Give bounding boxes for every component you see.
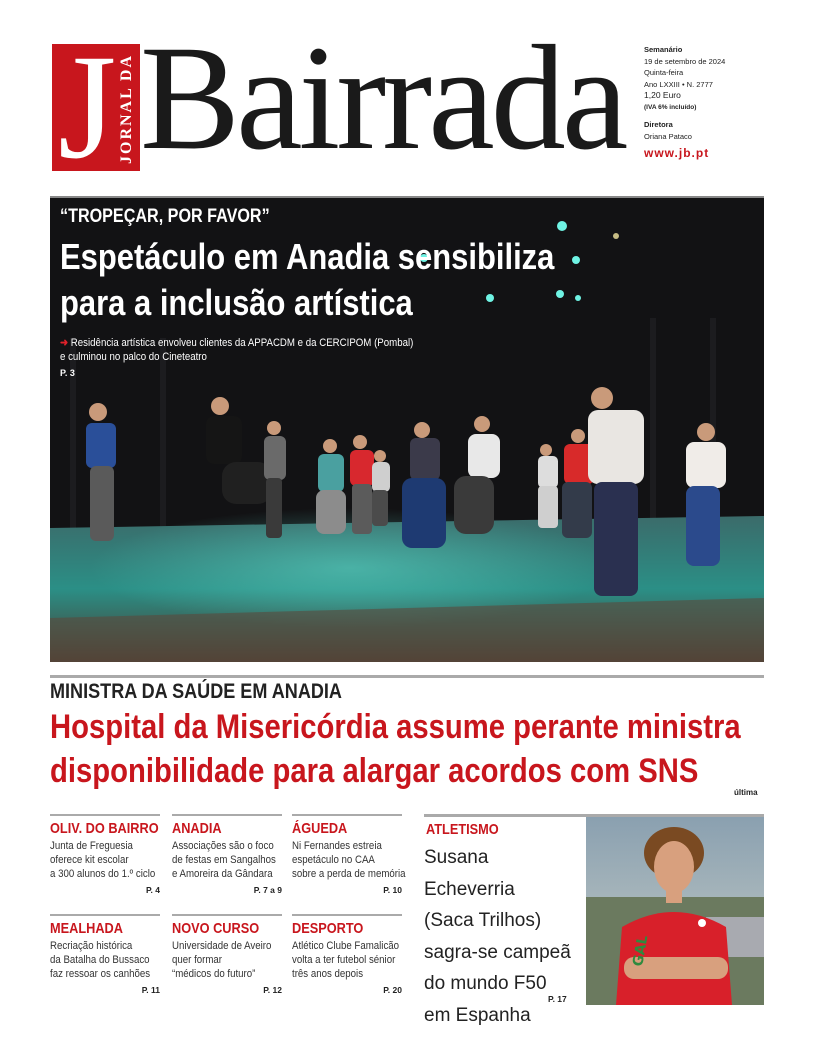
brief-rule xyxy=(292,914,402,916)
brief-item[interactable] xyxy=(50,914,160,995)
price: 1,20 Euro xyxy=(644,90,681,100)
brief-rule xyxy=(172,914,282,916)
athlete-photo xyxy=(586,817,764,1005)
brief-section: MEALHADA xyxy=(50,920,123,937)
brief-rule xyxy=(50,814,160,816)
brief-page-ref: P. 12 xyxy=(263,985,282,995)
brief-rule xyxy=(50,914,160,916)
hero-subtitle-line-2: e culminou no palco do Cineteatro xyxy=(60,351,207,363)
athletics-section: ATLETISMO xyxy=(426,821,499,838)
brief-item[interactable] xyxy=(292,914,402,995)
brief-section: DESPORTO xyxy=(292,920,364,937)
arrow-icon: ➜ xyxy=(60,337,69,349)
vat-note: (IVA 6% incluído) xyxy=(644,103,697,111)
masthead-meta xyxy=(644,44,784,160)
brief-section: ANADIA xyxy=(172,820,222,837)
weekday: Quinta-feira xyxy=(644,68,684,77)
brief-page-ref: P. 10 xyxy=(383,885,402,895)
brief-rule xyxy=(292,814,402,816)
brief-text: Junta de Freguesia oferece kit escolar a 300 alunos do 1.º ciclo xyxy=(50,840,156,880)
athletics-page-ref: P. 17 xyxy=(548,994,567,1004)
brief-page-ref: P. 7 a 9 xyxy=(253,885,282,895)
brief-section: OLIV. DO BAIRRO xyxy=(50,820,159,837)
main-headline-line-2[interactable]: disponibilidade para alargar acordos com SNS xyxy=(50,752,699,790)
brief-text: Recriação histórica da Batalha do Bussaco faz ressoar os canhões xyxy=(50,940,151,980)
svg-text:GAL: GAL xyxy=(630,934,652,968)
athletics-headline[interactable]: Susana Echeverria (Saca Trilhos) sagra-se campeã do mundo F50 em Espanha xyxy=(424,847,571,1026)
logo-letter: J xyxy=(58,24,117,190)
main-headline-line-1[interactable]: Hospital da Misericórdia assume perante ministra xyxy=(50,708,741,746)
newspaper-name: Bairrada xyxy=(140,15,625,181)
section-divider xyxy=(50,675,764,678)
logo-mark xyxy=(52,24,140,190)
website-link[interactable]: www.jb.pt xyxy=(644,146,710,160)
brief-section: ÁGUEDA xyxy=(292,820,348,837)
hero-title-line-2[interactable]: para a inclusão artística xyxy=(60,282,413,323)
brief-page-ref: P. 4 xyxy=(145,885,160,895)
director-label: Diretora xyxy=(644,120,673,129)
main-story-kicker: MINISTRA DA SAÚDE EM ANADIA xyxy=(50,680,342,703)
brief-section: NOVO CURSO xyxy=(172,920,260,937)
issue-number: Ano LXXIII • N. 2777 xyxy=(644,79,713,89)
brief-text: Ni Fernandes estreia espetáculo no CAA sobre a perda de memória xyxy=(292,840,406,880)
brief-item[interactable] xyxy=(172,814,282,895)
issue-date: 19 de setembro de 2024 xyxy=(644,56,726,66)
brief-item[interactable] xyxy=(50,814,160,895)
brief-item[interactable] xyxy=(172,914,282,995)
brief-text: Universidade de Aveiro quer formar “médicos do futuro” xyxy=(172,940,272,980)
director-name: Oriana Pataco xyxy=(644,131,692,141)
hero-kicker: “TROPEÇAR, POR FAVOR” xyxy=(60,206,270,227)
brief-page-ref: P. 11 xyxy=(141,985,160,995)
logo-small-text: JORNAL DA xyxy=(118,53,135,164)
frequency: Semanário xyxy=(644,45,683,54)
hero-subtitle-line-1: Residência artística envolveu clientes da APPACDM e da CERCIPOM (Pombal) xyxy=(70,337,414,349)
brief-rule xyxy=(172,814,282,816)
hero-title-line-1[interactable]: Espetáculo em Anadia sensibiliza xyxy=(60,236,555,277)
main-story-page-ref: última xyxy=(734,788,758,797)
brief-item[interactable] xyxy=(292,814,406,895)
hero-subtitle xyxy=(60,336,413,364)
brief-text: Atlético Clube Famalicão volta a ter futebol sénior três anos depois xyxy=(292,940,400,980)
hero-page-ref: P. 3 xyxy=(60,368,75,378)
brief-page-ref: P. 20 xyxy=(383,985,402,995)
brief-text: Associações são o foco de festas em Sangalhos e Amoreira da Gândara xyxy=(172,840,276,880)
